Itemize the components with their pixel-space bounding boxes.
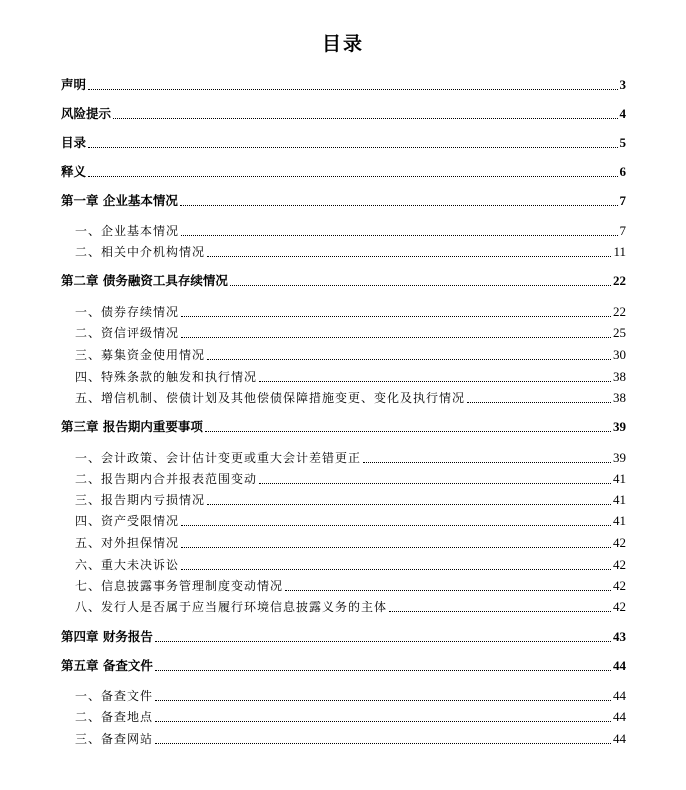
toc-entry[interactable]	[61, 657, 626, 673]
toc-page-number: 41	[613, 513, 626, 528]
toc-leader-dots	[155, 720, 611, 722]
toc-page-number: 43	[613, 629, 626, 644]
toc-entry-label: 五、对外担保情况	[75, 536, 180, 550]
toc-page-number: 42	[613, 557, 626, 572]
toc-entry-label: 声明	[61, 77, 87, 92]
toc-page-number: 22	[613, 273, 626, 288]
toc-leader-dots	[285, 589, 611, 591]
toc-page-number: 44	[613, 658, 626, 673]
toc-entry[interactable]	[61, 628, 626, 644]
toc-entry[interactable]	[61, 449, 626, 465]
toc-entry[interactable]	[61, 222, 626, 238]
toc-entry[interactable]	[61, 708, 626, 724]
toc-entry[interactable]	[61, 687, 626, 703]
toc-page-number: 5	[619, 135, 626, 150]
toc-entry-label: 风险提示	[61, 106, 112, 121]
toc-entry[interactable]	[61, 76, 626, 92]
toc-leader-dots	[155, 669, 611, 671]
toc-leader-dots	[181, 315, 611, 317]
toc-entry[interactable]	[61, 324, 626, 340]
toc-page-number: 38	[613, 390, 626, 405]
toc-entry[interactable]	[61, 134, 626, 150]
toc-leader-dots	[230, 284, 611, 286]
toc-entry-label: 一、会计政策、会计估计变更或重大会计差错更正	[75, 451, 362, 465]
toc-entry[interactable]	[61, 512, 626, 528]
toc-leader-dots	[88, 175, 617, 177]
toc-entry-label: 第三章 报告期内重要事项	[61, 419, 203, 434]
toc-entry[interactable]	[61, 389, 626, 405]
toc-entry-label: 三、备查网站	[75, 732, 154, 746]
toc-entry[interactable]	[61, 470, 626, 486]
toc-page-number: 41	[613, 471, 626, 486]
toc-page-number: 39	[613, 419, 626, 434]
toc-entry[interactable]	[61, 577, 626, 593]
toc-page-number: 38	[613, 369, 626, 384]
toc-entry-label: 第五章 备查文件	[61, 658, 153, 673]
toc-leader-dots	[155, 742, 611, 744]
toc-entry-label: 二、备查地点	[75, 710, 154, 724]
toc-leader-dots	[181, 546, 611, 548]
toc-leader-dots	[155, 699, 611, 701]
toc-page-number: 30	[613, 347, 626, 362]
toc-entry[interactable]	[61, 105, 626, 121]
toc-leader-dots	[155, 640, 611, 642]
toc-leader-dots	[363, 461, 611, 463]
toc-entry[interactable]	[61, 303, 626, 319]
toc-leader-dots	[181, 524, 611, 526]
toc-leader-dots	[205, 430, 611, 432]
toc-leader-dots	[181, 336, 611, 338]
toc-leader-dots	[207, 255, 611, 257]
toc-page-number: 11	[613, 244, 626, 259]
toc-entry[interactable]	[61, 418, 626, 434]
toc-page-number: 25	[613, 325, 626, 340]
toc-page-number: 41	[613, 492, 626, 507]
toc-entry-label: 三、报告期内亏损情况	[75, 493, 206, 507]
toc-entry-label: 第四章 财务报告	[61, 629, 153, 644]
toc-leader-dots	[467, 401, 611, 403]
toc-entry-label: 第一章 企业基本情况	[61, 193, 178, 208]
toc-entry[interactable]	[61, 368, 626, 384]
toc-entry-label: 二、相关中介机构情况	[75, 245, 206, 259]
toc-entry-label: 一、企业基本情况	[75, 224, 180, 238]
toc-page-number: 22	[613, 304, 626, 319]
toc-leader-dots	[207, 503, 611, 505]
toc-page-number: 42	[613, 535, 626, 550]
toc-entry-label: 目录	[61, 135, 87, 150]
toc-entry-label: 三、募集资金使用情况	[75, 348, 206, 362]
toc-leader-dots	[88, 146, 617, 148]
toc-leader-dots	[181, 234, 617, 236]
toc-entry-label: 一、备查文件	[75, 689, 154, 703]
toc-leader-dots	[113, 117, 617, 119]
toc-page-number: 42	[613, 578, 626, 593]
toc-leader-dots	[207, 358, 611, 360]
toc-entry-label: 四、特殊条款的触发和执行情况	[75, 370, 258, 384]
toc-page-number: 3	[619, 77, 626, 92]
toc-entry[interactable]	[61, 192, 626, 208]
toc-page-number: 39	[613, 450, 626, 465]
toc-entry[interactable]	[61, 598, 626, 614]
toc-page-number: 42	[613, 599, 626, 614]
toc-entry[interactable]	[61, 730, 626, 746]
toc-entry-label: 二、报告期内合并报表范围变动	[75, 472, 258, 486]
toc-entry[interactable]	[61, 272, 626, 288]
toc-entry[interactable]	[61, 556, 626, 572]
toc-page-number: 4	[619, 106, 626, 121]
toc-entry[interactable]	[61, 163, 626, 179]
toc-entry-label: 第二章 债务融资工具存续情况	[61, 273, 228, 288]
toc-entry-label: 释义	[61, 164, 87, 179]
toc-leader-dots	[88, 88, 617, 90]
toc-entry[interactable]	[61, 243, 626, 259]
toc-entry-label: 七、信息披露事务管理制度变动情况	[75, 579, 284, 593]
toc-entry-label: 四、资产受限情况	[75, 514, 180, 528]
toc-leader-dots	[389, 610, 611, 612]
toc-entry-label: 五、增信机制、偿债计划及其他偿债保障措施变更、变化及执行情况	[75, 391, 466, 405]
toc-entry[interactable]	[61, 491, 626, 507]
toc-page-number: 7	[619, 223, 626, 238]
page-title: 目录	[321, 33, 364, 55]
toc-leader-dots	[181, 568, 611, 570]
toc-leader-dots	[259, 380, 611, 382]
toc-page-number: 44	[613, 709, 626, 724]
toc-entry[interactable]	[61, 534, 626, 550]
toc-entry-label: 八、发行人是否属于应当履行环境信息披露义务的主体	[75, 600, 388, 614]
toc-page-number: 44	[613, 688, 626, 703]
toc-entry-label: 一、债券存续情况	[75, 305, 180, 319]
toc-entry-label: 六、重大未决诉讼	[75, 558, 180, 572]
toc-entry[interactable]	[61, 346, 626, 362]
toc-page-number: 44	[613, 731, 626, 746]
toc-leader-dots	[259, 482, 611, 484]
toc-entry-label: 二、资信评级情况	[75, 326, 180, 340]
toc-leader-dots	[180, 204, 618, 206]
toc-page-number: 7	[619, 193, 626, 208]
toc-page-number: 6	[619, 164, 626, 179]
